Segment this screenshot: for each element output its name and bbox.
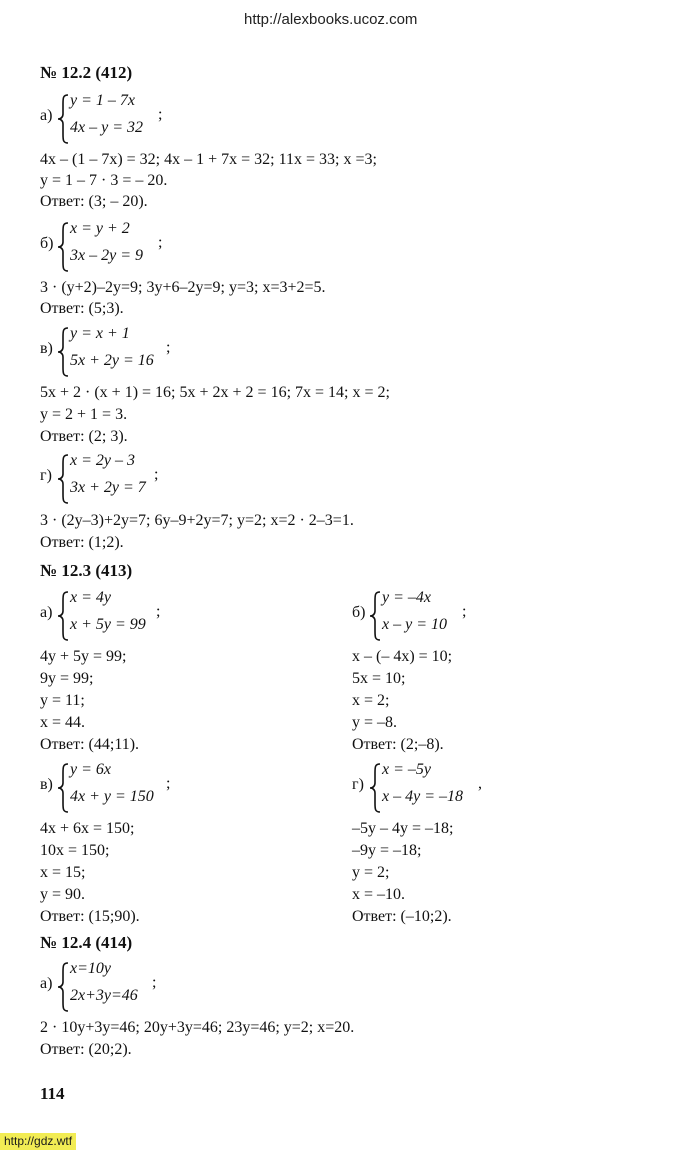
solution-line: y = 2; — [352, 864, 390, 881]
solution-line: y = 11; — [40, 692, 85, 709]
curly-brace-icon — [57, 454, 69, 504]
solution-line: 4x + 6x = 150; — [40, 820, 135, 837]
solution-line: y = 1 – 7 · 3 = – 20. — [40, 172, 168, 189]
system-12-2-g — [40, 452, 240, 504]
curly-brace-icon — [57, 327, 69, 377]
page-number: 114 — [40, 1084, 65, 1103]
system-terminator: ; — [158, 234, 163, 251]
equation-1: x = 4y — [70, 589, 111, 606]
system-label: б) — [352, 604, 366, 621]
equation-1: y = 6x — [70, 761, 111, 778]
system-terminator: ; — [154, 466, 159, 483]
equation-1: y = x + 1 — [70, 325, 130, 342]
curly-brace-icon — [369, 591, 381, 641]
solution-line: x = 44. — [40, 714, 86, 731]
solution-line: x = 15; — [40, 864, 86, 881]
equation-1: y = 1 – 7x — [70, 92, 135, 109]
solution-line: x = 2; — [352, 692, 390, 709]
answer-line: Ответ: (–10;2). — [352, 908, 452, 925]
solution-line: y = 90. — [40, 886, 86, 903]
system-label: г) — [352, 776, 364, 793]
solution-line: 3 · (2y–3)+2y=7; 6y–9+2y=7; y=2; x=2 · 2–3=1. — [40, 512, 354, 529]
curly-brace-icon — [57, 222, 69, 272]
equation-2: 2x+3y=46 — [70, 987, 138, 1004]
answer-line: Ответ: (20;2). — [40, 1041, 132, 1058]
solution-line: 4y + 5y = 99; — [40, 648, 127, 665]
system-label: г) — [40, 467, 52, 484]
equation-2: x + 5y = 99 — [70, 616, 146, 633]
header-url: http://alexbooks.ucoz.com — [244, 11, 418, 28]
problem-12-3-title: № 12.3 (413) — [40, 561, 133, 580]
curly-brace-icon — [57, 763, 69, 813]
equation-2: 4x + y = 150 — [70, 788, 154, 805]
footer-link[interactable]: http://gdz.wtf — [0, 1133, 76, 1150]
answer-line: Ответ: (5;3). — [40, 300, 124, 317]
system-terminator: ; — [166, 775, 171, 792]
curly-brace-icon — [57, 591, 69, 641]
system-terminator: , — [478, 775, 482, 792]
system-label: в) — [40, 776, 53, 793]
answer-line: Ответ: (15;90). — [40, 908, 140, 925]
solution-line: x = –10. — [352, 886, 406, 903]
system-terminator: ; — [152, 974, 157, 991]
answer-line: Ответ: (2;–8). — [352, 736, 444, 753]
system-12-2-a — [40, 92, 240, 144]
curly-brace-icon — [57, 94, 69, 144]
answer-line: Ответ: (44;11). — [40, 736, 140, 753]
system-12-2-v — [40, 325, 240, 377]
solution-line: 5x + 2 · (x + 1) = 16; 5x + 2x + 2 = 16; 7x = 14; x = 2; — [40, 384, 390, 401]
equation-1: x=10y — [70, 960, 111, 977]
system-12-4-a — [40, 960, 240, 1012]
solution-line: x – (– 4x) = 10; — [352, 648, 453, 665]
system-label: а) — [40, 107, 53, 124]
answer-line: Ответ: (1;2). — [40, 534, 124, 551]
system-terminator: ; — [158, 106, 163, 123]
answer-line: Ответ: (3; – 20). — [40, 193, 148, 210]
curly-brace-icon — [57, 962, 69, 1012]
system-label: а) — [40, 604, 53, 621]
solution-line: –5y – 4y = –18; — [352, 820, 454, 837]
equation-2: 3x + 2y = 7 — [70, 479, 146, 496]
equation-2: 3x – 2y = 9 — [70, 247, 143, 264]
system-12-3-a — [40, 589, 240, 641]
solution-line: –9y = –18; — [352, 842, 422, 859]
solution-line: 10x = 150; — [40, 842, 110, 859]
system-terminator: ; — [462, 603, 467, 620]
solution-line: 5x = 10; — [352, 670, 406, 687]
solution-line: y = –8. — [352, 714, 398, 731]
solution-line: 2 · 10y+3y=46; 20y+3y=46; 23y=46; y=2; x=20. — [40, 1019, 355, 1036]
system-terminator: ; — [166, 339, 171, 356]
equation-2: x – 4y = –18 — [382, 788, 463, 805]
equation-1: x = y + 2 — [70, 220, 130, 237]
system-label: в) — [40, 340, 53, 357]
system-12-3-v — [40, 761, 240, 813]
system-label: а) — [40, 975, 53, 992]
equation-2: 5x + 2y = 16 — [70, 352, 154, 369]
solution-line: y = 2 + 1 = 3. — [40, 406, 128, 423]
solution-line: 3 · (y+2)–2y=9; 3y+6–2y=9; y=3; x=3+2=5. — [40, 279, 326, 296]
solution-line: 9y = 99; — [40, 670, 94, 687]
solution-line: 4x – (1 – 7x) = 32; 4x – 1 + 7x = 32; 11x = 33; x =3; — [40, 151, 377, 168]
equation-1: x = –5y — [382, 761, 431, 778]
system-label: б) — [40, 235, 54, 252]
answer-line: Ответ: (2; 3). — [40, 428, 128, 445]
system-terminator: ; — [156, 603, 161, 620]
problem-12-2-title: № 12.2 (412) — [40, 63, 133, 82]
problem-12-4-title: № 12.4 (414) — [40, 933, 133, 952]
equation-2: x – y = 10 — [382, 616, 447, 633]
curly-brace-icon — [369, 763, 381, 813]
system-12-3-b — [352, 589, 552, 641]
equation-1: x = 2y – 3 — [70, 452, 135, 469]
system-12-2-b — [40, 220, 240, 272]
system-12-3-g — [352, 761, 552, 813]
equation-1: y = –4x — [382, 589, 431, 606]
equation-2: 4x – y = 32 — [70, 119, 143, 136]
